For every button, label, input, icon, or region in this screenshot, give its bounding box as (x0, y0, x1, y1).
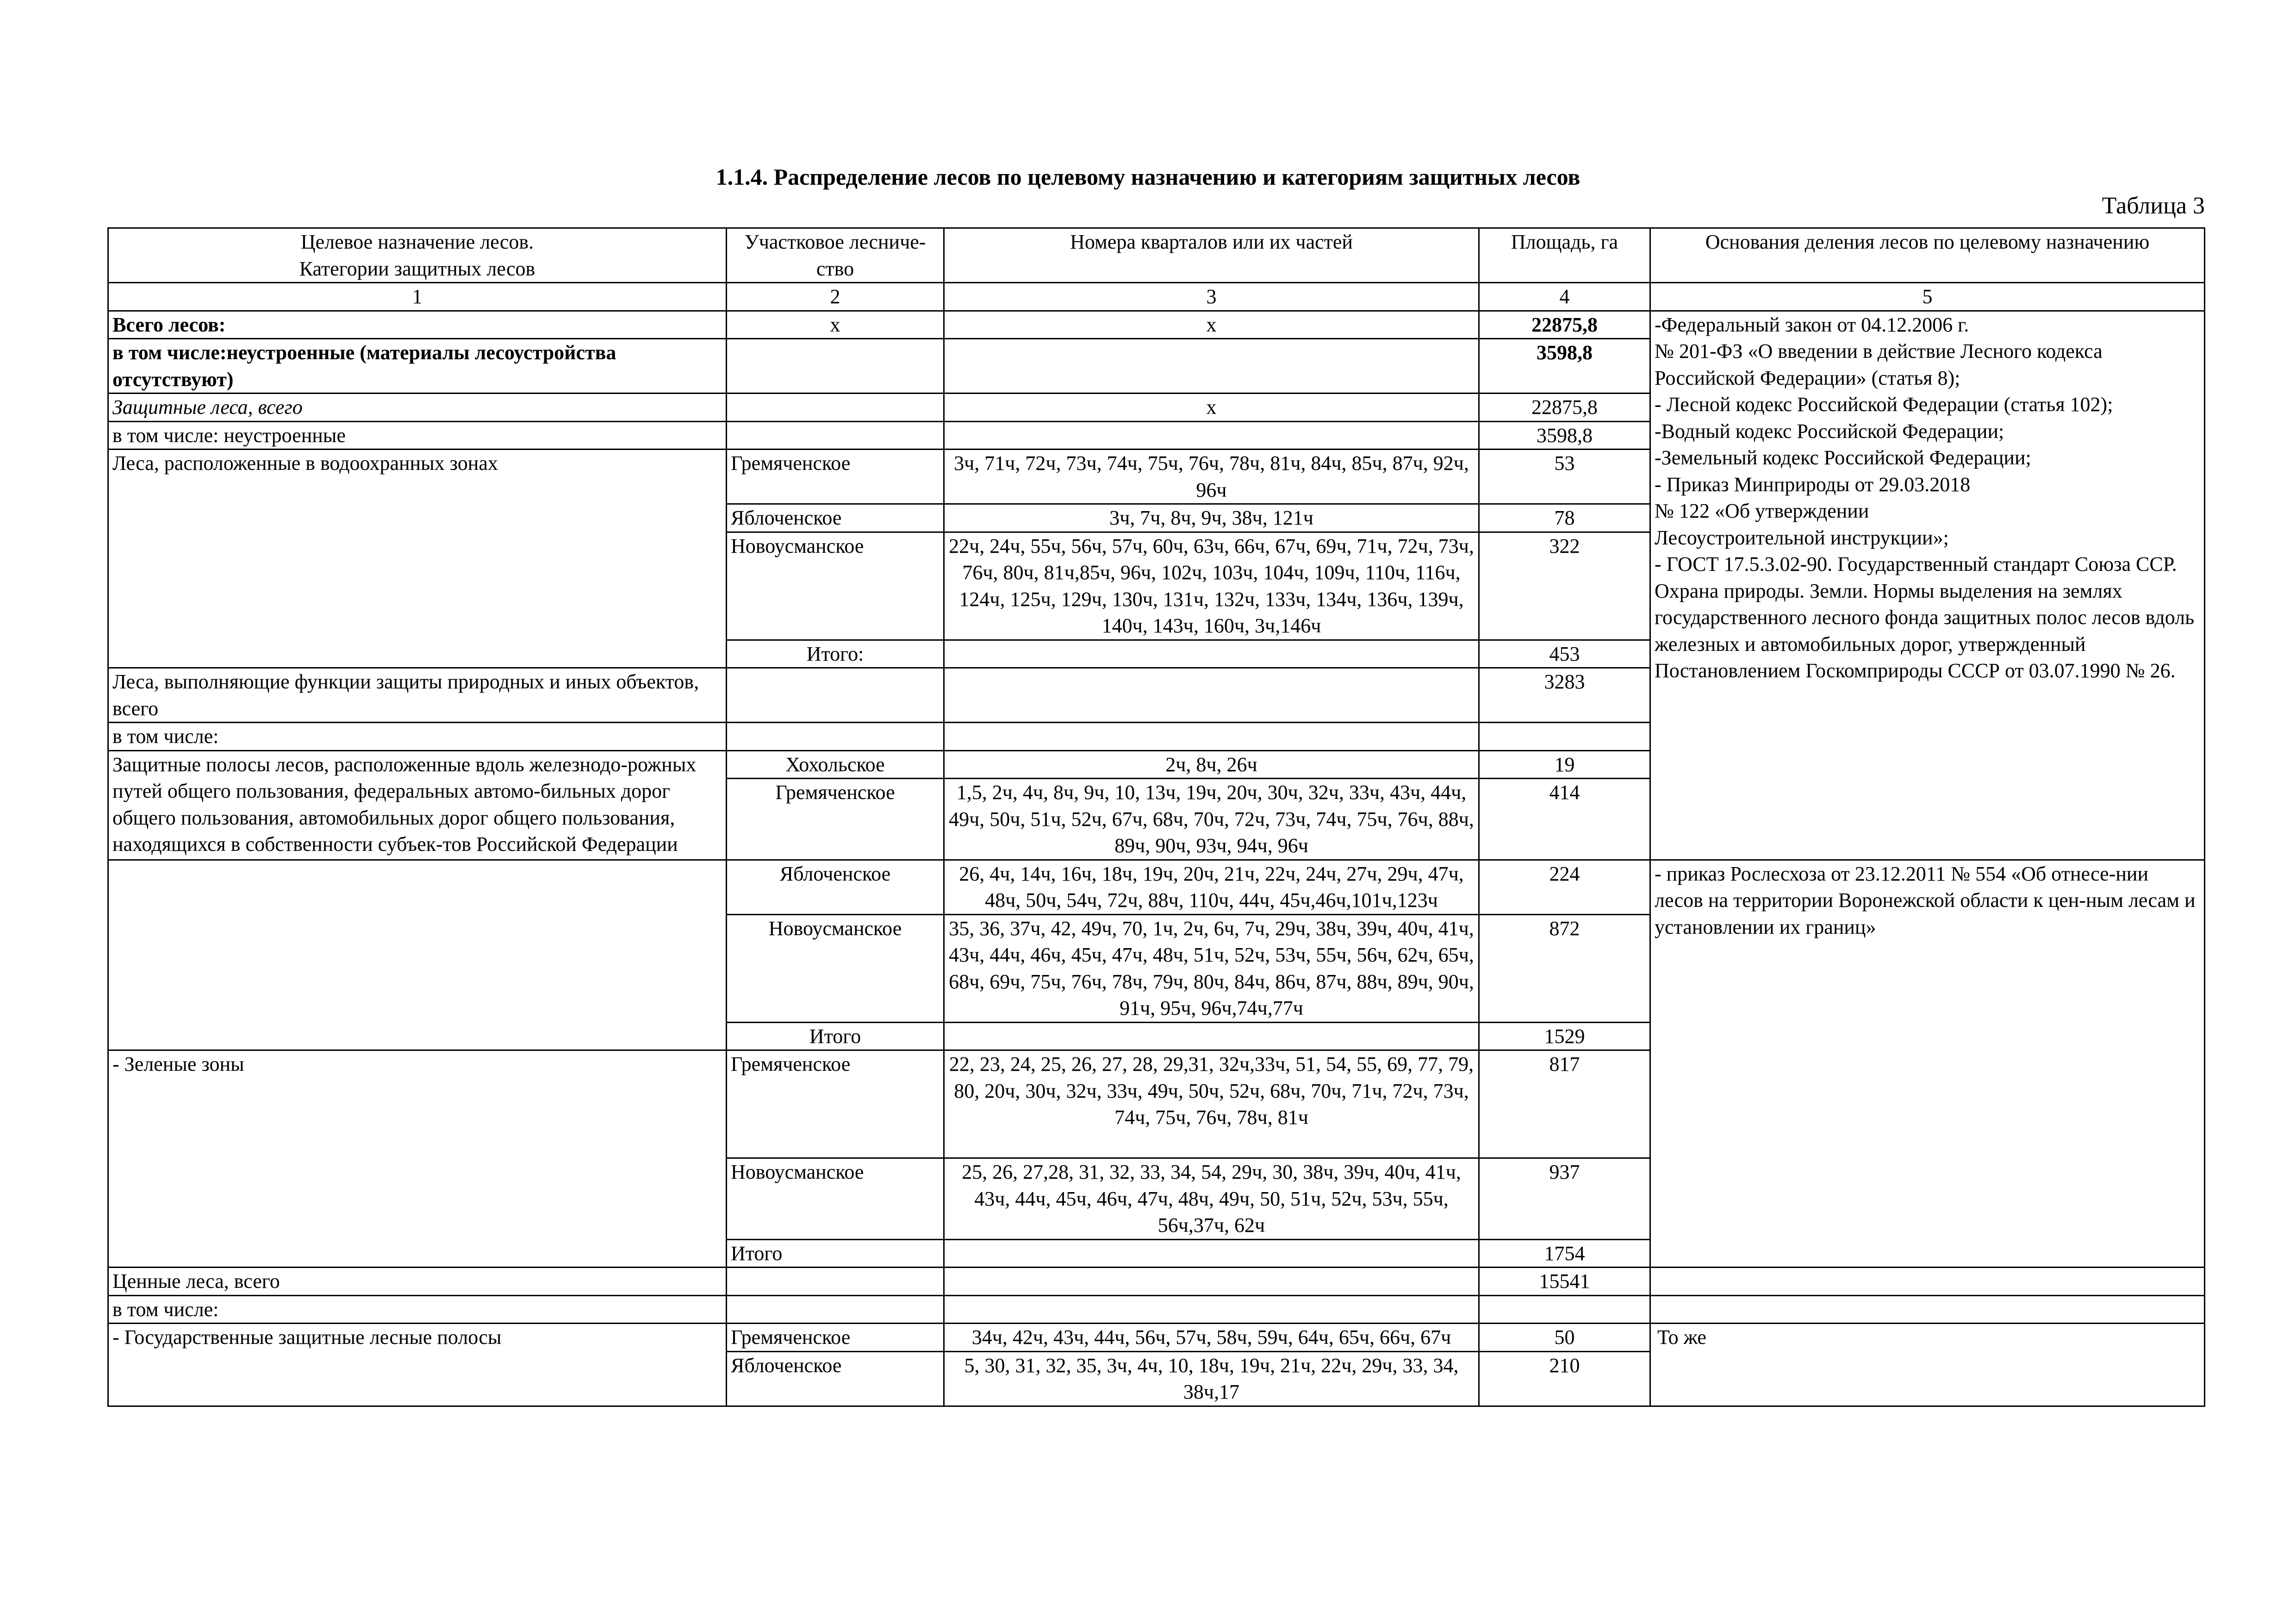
row-quarters: 1,5, 2ч, 4ч, 8ч, 9ч, 10, 13ч, 19ч, 20ч, 30ч, 32ч, 33ч, 43ч, 44ч, 49ч, 50ч, 51ч, 52ч, 67ч, 68ч, 70ч, 72ч, 73ч, 74ч, 75ч, 76ч, 88ч, 89ч, 90ч, 93ч, 94ч, 96ч (944, 779, 1479, 860)
row-name: Всего лесов: (108, 311, 727, 339)
basis-general: -Федеральный закон от 04.12.2006 г. № 201-ФЗ «О введении в действие Лесного кодекса Российской Федерации» (статья 8); - Лесной кодекс Российской Федерации (статья 102); -Водный кодекс Российской Федерации; -Земельный кодекс Российской Федерации; - Приказ Минприроды от 29.03.2018 № 122 «Об утверждении Лесоустроительной инструкции»; - ГОСТ 17.5.3.02-90. Государственный стандарт Союза ССР. Охрана природы. Земли. Нормы выделения на землях государственного лесного фонда защитных полос лесов вдоль железных и автомобильных дорог, утвержденный Постановлением Госкомприроды СССР от 03.07.1990 № 26. (1650, 311, 2205, 860)
row-quarters (944, 1295, 1479, 1324)
row-area: 3598,8 (1479, 339, 1650, 394)
row-district (727, 394, 944, 422)
row-area: 224 (1479, 860, 1650, 914)
row-area: 1754 (1479, 1239, 1650, 1268)
row-quarters: х (944, 394, 1479, 422)
row-quarters: 3ч, 7ч, 8ч, 9ч, 38ч, 121ч (944, 504, 1479, 532)
row-district (727, 668, 944, 723)
row-quarters: 25, 26, 27,28, 31, 32, 33, 34, 54, 29ч, 30, 38ч, 39ч, 40ч, 41ч, 43ч, 44ч, 45ч, 46ч, 47ч, 48ч, 49ч, 50, 51ч, 52ч, 53ч, 55ч, 56ч,37ч, 62ч (944, 1158, 1479, 1240)
row-area: 937 (1479, 1158, 1650, 1240)
row-name: - Государственные защитные лесные полосы (108, 1324, 727, 1406)
row-area: 22875,8 (1479, 311, 1650, 339)
row-district: Новоусманское (727, 914, 944, 1022)
row-name: Леса, расположенные в водоохранных зонах (108, 450, 727, 668)
row-district (727, 723, 944, 751)
col-number: 5 (1650, 283, 2205, 311)
row-area: 53 (1479, 450, 1650, 504)
row-district: х (727, 311, 944, 339)
row-name: Леса, выполняющие функции защиты природных и иных объектов, всего (108, 668, 727, 723)
basis-same: То же (1650, 1324, 2205, 1406)
table-row (108, 860, 2205, 914)
header-quarters: Номера кварталов или их частей (944, 228, 1479, 283)
row-area: 78 (1479, 504, 1650, 532)
basis-empty (1650, 1268, 2205, 1296)
row-name: в том числе:неустроенные (материалы лесоустройства отсутствуют) (108, 339, 727, 394)
row-name: в том числе: (108, 1295, 727, 1324)
basis-empty (1650, 1295, 2205, 1324)
row-area: 3598,8 (1479, 421, 1650, 450)
row-area: 210 (1479, 1351, 1650, 1406)
row-quarters: х (944, 311, 1479, 339)
row-area: 453 (1479, 640, 1650, 668)
row-name: в том числе: (108, 723, 727, 751)
row-district (727, 1268, 944, 1296)
row-district (727, 1295, 944, 1324)
row-quarters: 22, 23, 24, 25, 26, 27, 28, 29,31, 32ч,33ч, 51, 54, 55, 69, 77, 79, 80, 20ч, 30ч, 32ч, 33ч, 49ч, 50ч, 52ч, 68ч, 70ч, 71ч, 72ч, 73ч, 74ч, 75ч, 76ч, 78ч, 81ч (944, 1050, 1479, 1158)
col-number: 3 (944, 283, 1479, 311)
row-area: 414 (1479, 779, 1650, 860)
table-row (108, 1268, 2205, 1296)
col-number: 4 (1479, 283, 1650, 311)
row-district: Новоусманское (727, 532, 944, 640)
row-district: Яблоченское (727, 860, 944, 914)
row-area (1479, 1295, 1650, 1324)
col-number: 1 (108, 283, 727, 311)
header-area: Площадь, га (1479, 228, 1650, 283)
row-district: Итого (727, 1239, 944, 1268)
page-title: 1.1.4. Распределение лесов по целевому назначению и категориям защитных лесов (716, 164, 1580, 190)
row-area: 1529 (1479, 1022, 1650, 1050)
row-quarters: 3ч, 71ч, 72ч, 73ч, 74ч, 75ч, 76ч, 78ч, 81ч, 84ч, 85ч, 87ч, 92ч, 96ч (944, 450, 1479, 504)
row-name: Защитные леса, всего (108, 394, 727, 422)
row-area: 22875,8 (1479, 394, 1650, 422)
row-quarters: 34ч, 42ч, 43ч, 44ч, 56ч, 57ч, 58ч, 59ч, 64ч, 65ч, 66ч, 67ч (944, 1324, 1479, 1352)
header-row (108, 228, 2205, 283)
row-district: Гремяченское (727, 1050, 944, 1158)
basis-valuable: - приказ Рослесхоза от 23.12.2011 № 554 «Об отнесе-нии лесов на территории Воронежской области к цен-ным лесам и установлении их границ» (1650, 860, 2205, 1268)
row-quarters: 35, 36, 37ч, 42, 49ч, 70, 1ч, 2ч, 6ч, 7ч, 29ч, 38ч, 39ч, 40ч, 41ч, 43ч, 44ч, 46ч, 45ч, 47ч, 48ч, 51ч, 52ч, 53ч, 55ч, 56ч, 62ч, 65ч, 68ч, 69ч, 75ч, 76ч, 78ч, 79ч, 80ч, 84ч, 86ч, 87ч, 88ч, 89ч, 90ч, 91ч, 95ч, 96ч,74ч,77ч (944, 914, 1479, 1022)
row-area: 872 (1479, 914, 1650, 1022)
row-area (1479, 723, 1650, 751)
row-quarters (944, 640, 1479, 668)
row-quarters (944, 339, 1479, 394)
row-district: Итого (727, 1022, 944, 1050)
row-quarters (944, 1239, 1479, 1268)
col-number: 2 (727, 283, 944, 311)
row-quarters (944, 668, 1479, 723)
row-quarters (944, 723, 1479, 751)
row-area: 3283 (1479, 668, 1650, 723)
row-area: 50 (1479, 1324, 1650, 1352)
row-name: Ценные леса, всего (108, 1268, 727, 1296)
row-area: 19 (1479, 750, 1650, 779)
row-quarters: 2ч, 8ч, 26ч (944, 750, 1479, 779)
row-district: Новоусманское (727, 1158, 944, 1240)
row-district (727, 421, 944, 450)
table-row (108, 311, 2205, 339)
row-name (108, 860, 727, 1050)
row-quarters (944, 1022, 1479, 1050)
row-district: Итого: (727, 640, 944, 668)
row-name: - Зеленые зоны (108, 1050, 727, 1268)
table-number: Таблица 3 (2102, 193, 2205, 219)
row-quarters: 22ч, 24ч, 55ч, 56ч, 57ч, 60ч, 63ч, 66ч, 67ч, 69ч, 71ч, 72ч, 73ч, 76ч, 80ч, 81ч,85ч, 96ч, 102ч, 103ч, 104ч, 109ч, 110ч, 116ч, 124ч, 125ч, 129ч, 130ч, 131ч, 132ч, 133ч, 134ч, 136ч, 139ч, 140ч, 143ч, 160ч, 3ч,146ч (944, 532, 1479, 640)
row-district: Яблоченское (727, 504, 944, 532)
column-number-row (108, 283, 2205, 311)
row-name: Защитные полосы лесов, расположенные вдоль железнодо-рожных путей общего пользования, федеральных автомо-бильных дорог общего пользования, автомобильных дорог общего пользования, находящихся в собственности субъек-тов Российской Федерации (108, 750, 727, 860)
table-row (108, 1295, 2205, 1324)
row-district (727, 339, 944, 394)
row-name: в том числе: неустроенные (108, 421, 727, 450)
row-district: Хохольское (727, 750, 944, 779)
row-district: Гремяченское (727, 450, 944, 504)
row-quarters (944, 1268, 1479, 1296)
header-district: Участковое лесниче- ство (727, 228, 944, 283)
row-district: Яблоченское (727, 1351, 944, 1406)
row-area: 322 (1479, 532, 1650, 640)
row-quarters: 5, 30, 31, 32, 35, 3ч, 4ч, 10, 18ч, 19ч, 21ч, 22ч, 29ч, 33, 34, 38ч,17 (944, 1351, 1479, 1406)
header-basis: Основания деления лесов по целевому назначению (1650, 228, 2205, 283)
row-area: 15541 (1479, 1268, 1650, 1296)
row-area: 817 (1479, 1050, 1650, 1158)
row-district: Гремяченское (727, 1324, 944, 1352)
row-quarters (944, 421, 1479, 450)
row-quarters: 26, 4ч, 14ч, 16ч, 18ч, 19ч, 20ч, 21ч, 22ч, 24ч, 27ч, 29ч, 47ч, 48ч, 50ч, 54ч, 72ч, 88ч, 110ч, 44ч, 45ч,46ч,101ч,123ч (944, 860, 1479, 914)
header-purpose: Целевое назначение лесов. Категории защитных лесов (108, 228, 727, 283)
forest-distribution-table (107, 227, 2205, 1407)
row-district: Гремяченское (727, 779, 944, 860)
table-row (108, 1324, 2205, 1352)
